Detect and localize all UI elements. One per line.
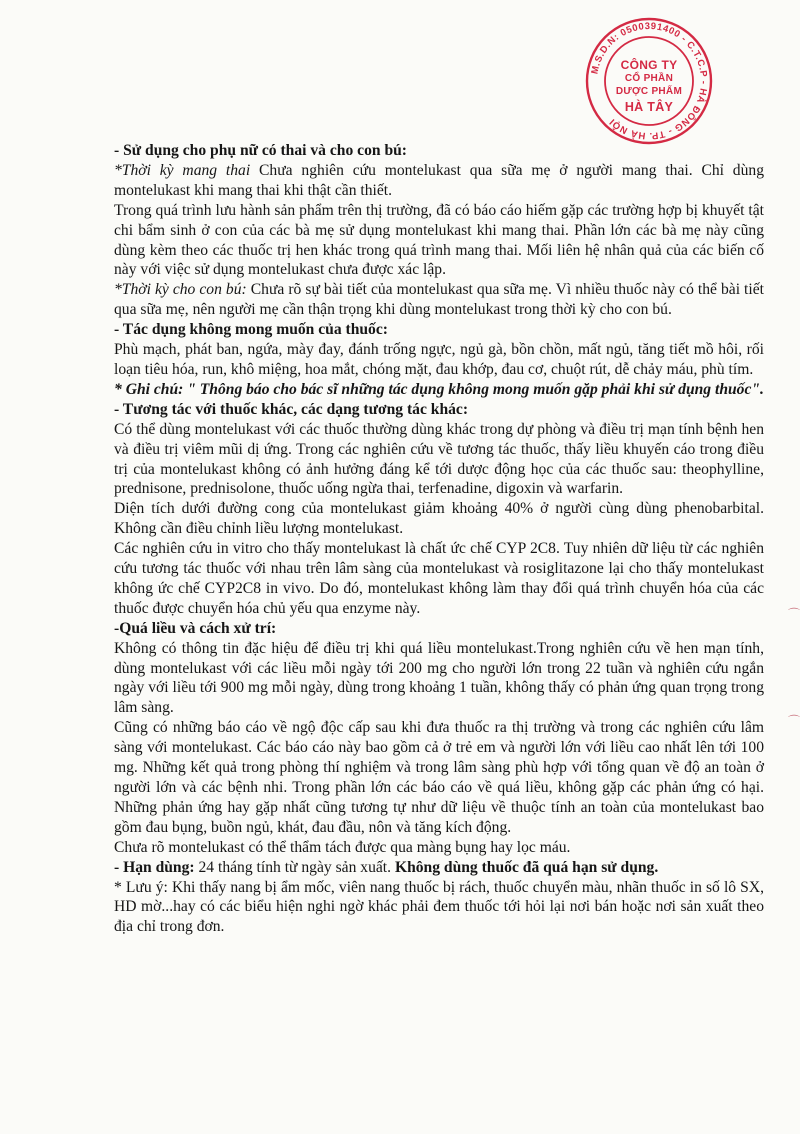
seal-line-name: HÀ TÂY	[624, 100, 674, 114]
paragraph-interactions-3: Các nghiên cứu in vitro cho thấy montelukast là chất ức chế CYP 2C8. Tuy nhiên dữ liệu từ các nghiên cứu tương tác thuốc với nhau trên lâm sàng của montelukast và rosiglitazone lại cho thấy montelukast không ức chế CYP2C8 in vivo. Do đó, montelukast không làm thay đổi quá trình chuyển hóa của các thuốc được chuyển hóa chủ yếu qua enzyme này.	[114, 540, 764, 617]
company-seal	[584, 16, 714, 146]
edge-mark-top: ⌒	[787, 607, 800, 621]
seal-ring-text: M.S.D.N: 0500391400 - C.T.C.P - HÀ ĐÔNG - TP. HÀ NỘI	[589, 20, 710, 142]
seal-line-type: CỔ PHẦN	[624, 73, 674, 84]
document-body	[114, 141, 764, 937]
paragraph-overdose-2: Cũng có những báo cáo về ngộ độc cấp sau khi đưa thuốc ra thị trường và trong các nghiên cứu lâm sàng với montelukast. Các báo cáo này bao gồm cả ở trẻ em và người lớn với liều cao nhất lên tới 100 mg. Những kết quả trong phòng thí nghiệm và trong lâm sàng phù hợp với tổng quan về độ an toàn ở người lớn và các bệnh nhi. Trong phần lớn các báo cáo về quá liều, không gặp các phản ứng có hại. Những phản ứng hay gặp nhất cũng tương tự như dữ liệu về thuộc tính an toàn của montelukast bao gồm đau bụng, buồn ngủ, khát, đau đầu, nôn và tăng kích động.	[114, 719, 764, 836]
note-side-effects: * Ghi chú: " Thông báo cho bác sĩ những tác dụng không mong muốn gặp phải khi sử dụng thuốc".	[114, 380, 764, 398]
seal-line-industry: DƯỢC PHẨM	[615, 86, 683, 97]
heading-side-effects: - Tác dụng không mong muốn của thuốc:	[114, 321, 388, 339]
warning-expired: Không dùng thuốc đã quá hạn sử dụng.	[394, 858, 659, 876]
paragraph-lactation	[114, 280, 764, 320]
edge-mark-bottom: ⌒	[787, 714, 800, 728]
paragraph-overdose-3: Chưa rõ montelukast có thể thẩm tách được qua màng bụng hay lọc máu.	[114, 838, 571, 856]
paragraph-pregnancy-period	[114, 161, 764, 201]
paragraph-side-effects: Phù mạch, phát ban, ngứa, mày đay, đánh trống ngực, ngủ gà, bồn chồn, mất ngủ, tăng tiết mồ hôi, rối loạn tiêu hóa, run, khô miệng, hoa mắt, chóng mặt, đau khớp, đau cơ, chuột rút, dễ chảy máu, phù tím.	[114, 341, 764, 378]
text-pregnancy-period: Chưa nghiên cứu montelukast qua sữa mẹ ở người mang thai. Chỉ dùng montelukast khi mang thai khi thật cần thiết.	[114, 161, 764, 199]
paragraph-shelf-life	[114, 858, 764, 878]
label-lactation: *Thời kỳ cho con bú:	[114, 281, 247, 299]
paragraph-interactions-1: Có thể dùng montelukast với các thuốc thường dùng khác trong dự phòng và điều trị mạn tính bệnh hen và điều trị viêm mũi dị ứng. Trong các nghiên cứu về tương tác thuốc, thấy liều khuyến cáo trong điều trị của montelukast không có ảnh hưởng đáng kể tới dược động học của các thuốc sau: theophylline, prednisone, prednisolone, thuốc uống ngừa thai, terfenadine, digoxin và warfarin.	[114, 420, 764, 498]
paragraph-overdose-1: Không có thông tin đặc hiệu để điều trị khi quá liều montelukast.Trong nghiên cứu về hen mạn tính, dùng montelukast với các liều mỗi ngày tới 200 mg cho người lớn trong 22 tuần và nghiên cứu ngắn ngày với liều tới 900 mg mỗi ngày, dùng trong khoảng 1 tuần, không thấy có phản ứng quan trọng trong lâm sàng.	[114, 639, 764, 717]
paragraph-interactions-2: Diện tích dưới đường cong của montelukast giảm khoảng 40% ở người cùng dùng phenobarbital. Không cần điều chỉnh liều lượng montelukast.	[114, 500, 764, 538]
text-shelf-life: 24 tháng tính từ ngày sản xuất.	[194, 858, 395, 876]
heading-interactions: - Tương tác với thuốc khác, các dạng tương tác khác:	[114, 400, 469, 418]
label-pregnancy-period: *Thời kỳ mang thai	[114, 161, 251, 179]
heading-pregnancy: - Sử dụng cho phụ nữ có thai và cho con bú:	[114, 142, 407, 159]
text-lactation: Chưa rõ sự bài tiết của montelukast qua sữa mẹ. Vì nhiều thuốc này có thể bài tiết qua sữa mẹ, nên người mẹ cần thận trọng khi dùng montelukast trong thời kỳ cho con bú.	[114, 281, 764, 319]
heading-overdose: -Quá liều và cách xử trí:	[114, 619, 277, 637]
paragraph-postmarketing-reports: Trong quá trình lưu hành sản phẩm trên thị trường, đã có báo cáo hiếm gặp các trường hợp bị khuyết tật chi bẩm sinh ở con của các bà mẹ sử dụng montelukast khi mang thai. Phần lớn các bà mẹ này cũng dùng kèm theo các thuốc trị hen khác trong quá trình mang thai. Mối liên hệ nhân quả của các biến cố này với việc sử dụng montelukast chưa được xác lập.	[114, 201, 764, 279]
label-shelf-life: - Hạn dùng:	[114, 858, 195, 876]
paragraph-storage-note: * Lưu ý: Khi thấy nang bị ẩm mốc, viên nang thuốc bị rách, thuốc chuyển màu, nhãn thuốc in số lô SX, HD mờ...hay có các biểu hiện nghi ngờ khác phải đem thuốc tới hỏi lại nơi bán hoặc nơi sản xuất theo địa chỉ trong đơn.	[114, 878, 764, 936]
seal-line-company: CÔNG TY	[620, 58, 678, 72]
